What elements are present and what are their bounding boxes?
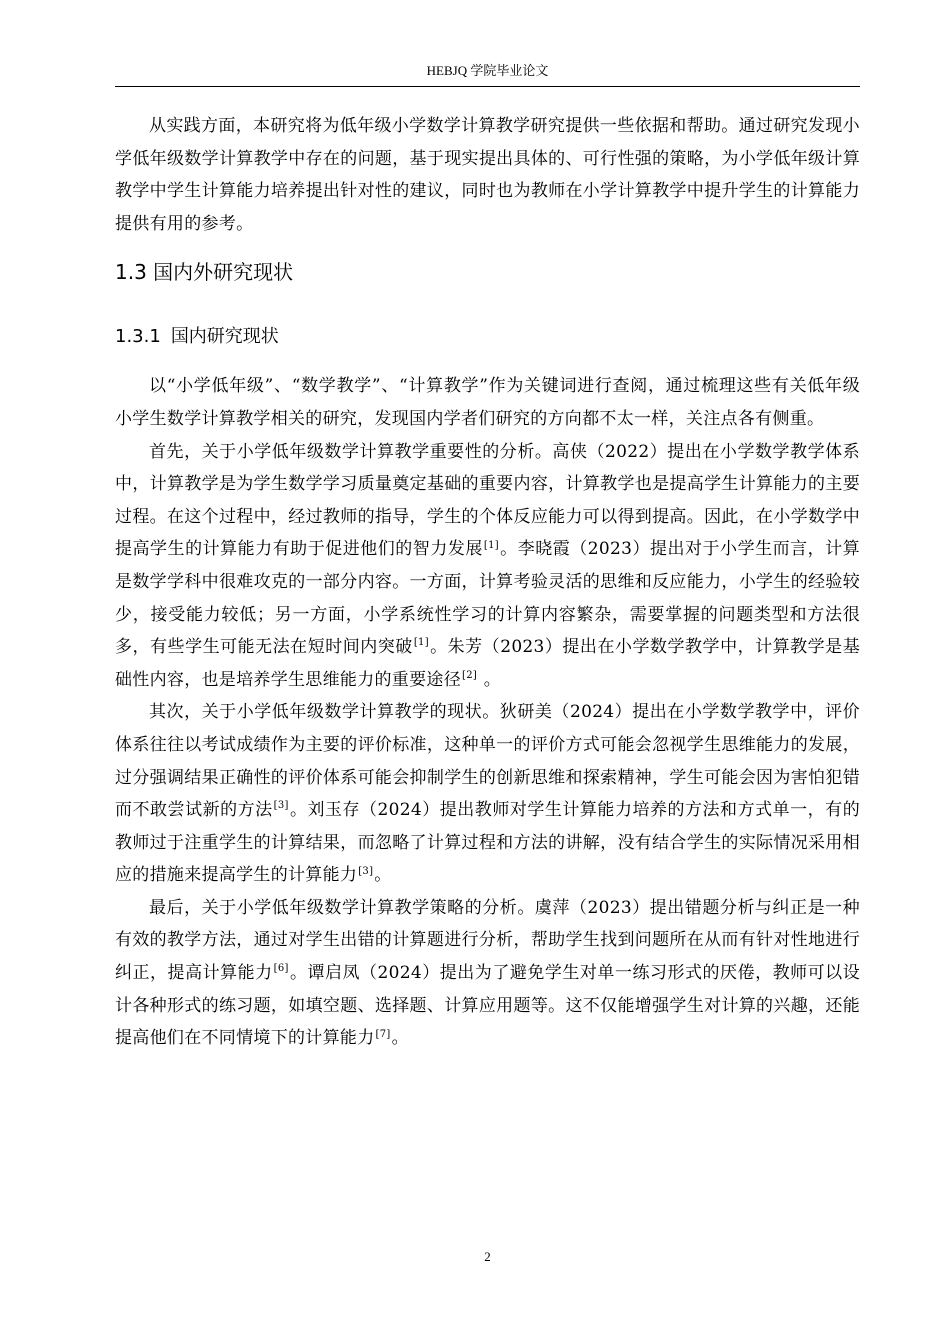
paragraph-text: 。朱芳（2023）提出在小学数学教学中，计算教学是基础性内容，也是培养学生思维能力的重要途径: [115, 637, 860, 690]
paragraph-text: 。李晓霞（2023）提出对于小学生而言，计算是数学学科中很难攻克的一部分内容。一方面，计算考验灵活的思维和反应能力，小学生的经验较少，接受能力较低；另一方面，小学系统性学习的计算内容繁杂，需要掌握的问题类型和方法很多，有些学生可能无法在短时间内突破: [115, 539, 860, 658]
section-heading: 1.3 国内外研究现状: [115, 260, 294, 285]
citation-marker: [1]: [483, 539, 499, 551]
running-header: HEBJQ 学院毕业论文: [426, 63, 549, 78]
paragraph-text: 。: [391, 1028, 409, 1049]
paragraph-text: 首先，关于小学低年级数学计算教学重要性的分析。高侠（2022）提出在小学数学教学体系中，计算教学是为学生数学学习质量奠定基础的重要内容，计算教学也是提高学生计算能力的主要过程。在这个过程中，经过教师的指导，学生的个体反应能力可以得到提高。因此，在小学数学中提高学生的计算能力有助于促进他们的智力发展: [115, 441, 860, 560]
citation-marker: [6]: [273, 963, 289, 975]
header-rule: [115, 86, 860, 87]
citation-marker: [1]: [413, 637, 429, 649]
paragraph-text: 。谭启凤（2024）提出为了避免学生对单一练习形式的厌倦，教师可以设计各种形式的练习题，如填空题、选择题、计算应用题等。这不仅能增强学生对计算的兴趣，还能提高他们在不同情境下的计算能力: [115, 963, 860, 1049]
subsection-number: 1.3.1: [115, 326, 161, 348]
subsection-heading: [115, 310, 860, 370]
paragraph-status: [115, 696, 860, 892]
intro-paragraph: 从实践方面，本研究将为低年级小学数学计算教学研究提供一些依据和帮助。通过研究发现小学低年级数学计算教学中存在的问题，基于现实提出具体的、可行性强的策略，为小学低年级计算教学中学生计算能力培养提出针对性的建议，同时也为教师在小学计算教学中提升学生的计算能力提供有用的参考。: [115, 116, 860, 234]
citation-marker: [7]: [375, 1028, 391, 1040]
page-number: 2: [484, 1249, 491, 1264]
citation-marker: [3]: [358, 865, 374, 877]
paragraph-text: 。: [478, 669, 502, 690]
citation-marker: [2]: [462, 670, 478, 682]
paragraph-keywords: 以“小学低年级”、“数学教学”、“计算教学”作为关键词进行查阅，通过梳理这些有关低年级小学生数学计算教学相关的研究，发现国内学者们研究的方向都不太一样，关注点各有侧重。: [115, 376, 860, 429]
paragraph-importance: [115, 436, 860, 697]
paragraph-text: 。刘玉存（2024）提出教师对学生计算能力培养的方法和方式单一，有的教师过于注重学生的计算结果，而忽略了计算过程和方法的讲解，没有结合学生的实际情况采用相应的措施来提高学生的计算能力: [115, 800, 860, 886]
paragraph-text: 其次，关于小学低年级数学计算教学的现状。狄研美（2024）提出在小学数学教学中，评价体系往往以考试成绩作为主要的评价标准，这种单一的评价方式可能会忽视学生思维能力的发展，过分强调结果正确性的评价体系可能会抑制学生的创新思维和探索精神，学生可能会因为害怕犯错而不敢尝试新的方法: [115, 702, 860, 821]
page-body: [115, 110, 860, 1055]
paragraph-text: 。: [374, 865, 392, 886]
paragraph-text: 最后，关于小学低年级数学计算教学策略的分析。虞萍（2023）提出错题分析与纠正是一种有效的教学方法，通过对学生出错的计算题进行分析，帮助学生找到问题所在从而有针对性地进行纠正，提高计算能力: [115, 897, 860, 984]
citation-marker: [3]: [273, 800, 289, 812]
paragraph-strategies: [115, 892, 860, 1055]
subsection-title: 国内研究现状: [170, 326, 279, 348]
